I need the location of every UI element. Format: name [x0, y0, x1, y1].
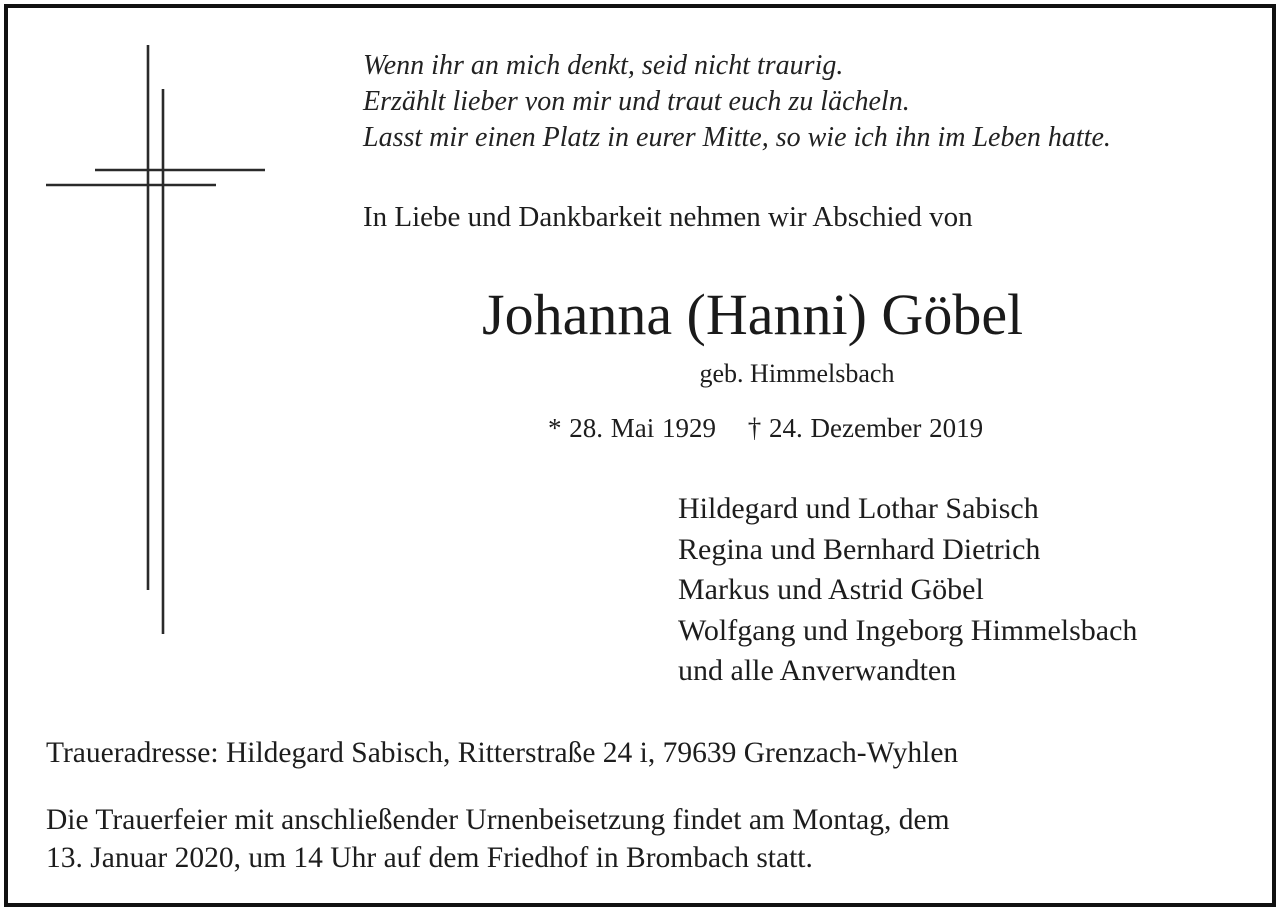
ceremony-notice: [46, 801, 1166, 877]
birth-date: * 28. Mai 1929: [548, 413, 716, 443]
death-date: † 24. Dezember 2019: [747, 413, 984, 443]
deceased-name: Johanna (Hanni) Göbel: [482, 282, 1024, 347]
mourner-entry: Regina und Bernhard Dietrich: [678, 532, 1041, 566]
motto-verse: [363, 48, 1111, 156]
motto-line: Erzählt lieber von mir und traut euch zu lächeln.: [363, 86, 910, 117]
mourner-entry: Hildegard und Lothar Sabisch: [678, 492, 1039, 525]
mourners-list: [678, 489, 1137, 692]
motto-line: Wenn ihr an mich denkt, seid nicht traurig.: [363, 50, 844, 81]
birth-name: geb. Himmelsbach: [699, 359, 895, 388]
ceremony-line: 13. Januar 2020, um 14 Uhr auf dem Friedhof in Brombach statt.: [46, 842, 813, 874]
farewell-intro: In Liebe und Dankbarkeit nehmen wir Abschied von: [363, 201, 973, 233]
ceremony-line: Die Trauerfeier mit anschließender Urnenbeisetzung findet am Montag, dem: [46, 804, 950, 836]
mourner-entry: Wolfgang und Ingeborg Himmelsbach: [678, 613, 1138, 647]
mourner-entry: Markus und Astrid Göbel: [678, 573, 984, 606]
motto-line: Lasst mir einen Platz in eurer Mitte, so wie ich ihn im Leben hatte.: [363, 122, 1111, 153]
mourning-address: Traueradresse: Hildegard Sabisch, Ritterstraße 24 i, 79639 Grenzach-Wyhlen: [46, 737, 959, 769]
life-dates: [548, 410, 983, 446]
mourner-entry: und alle Anverwandten: [678, 654, 957, 687]
